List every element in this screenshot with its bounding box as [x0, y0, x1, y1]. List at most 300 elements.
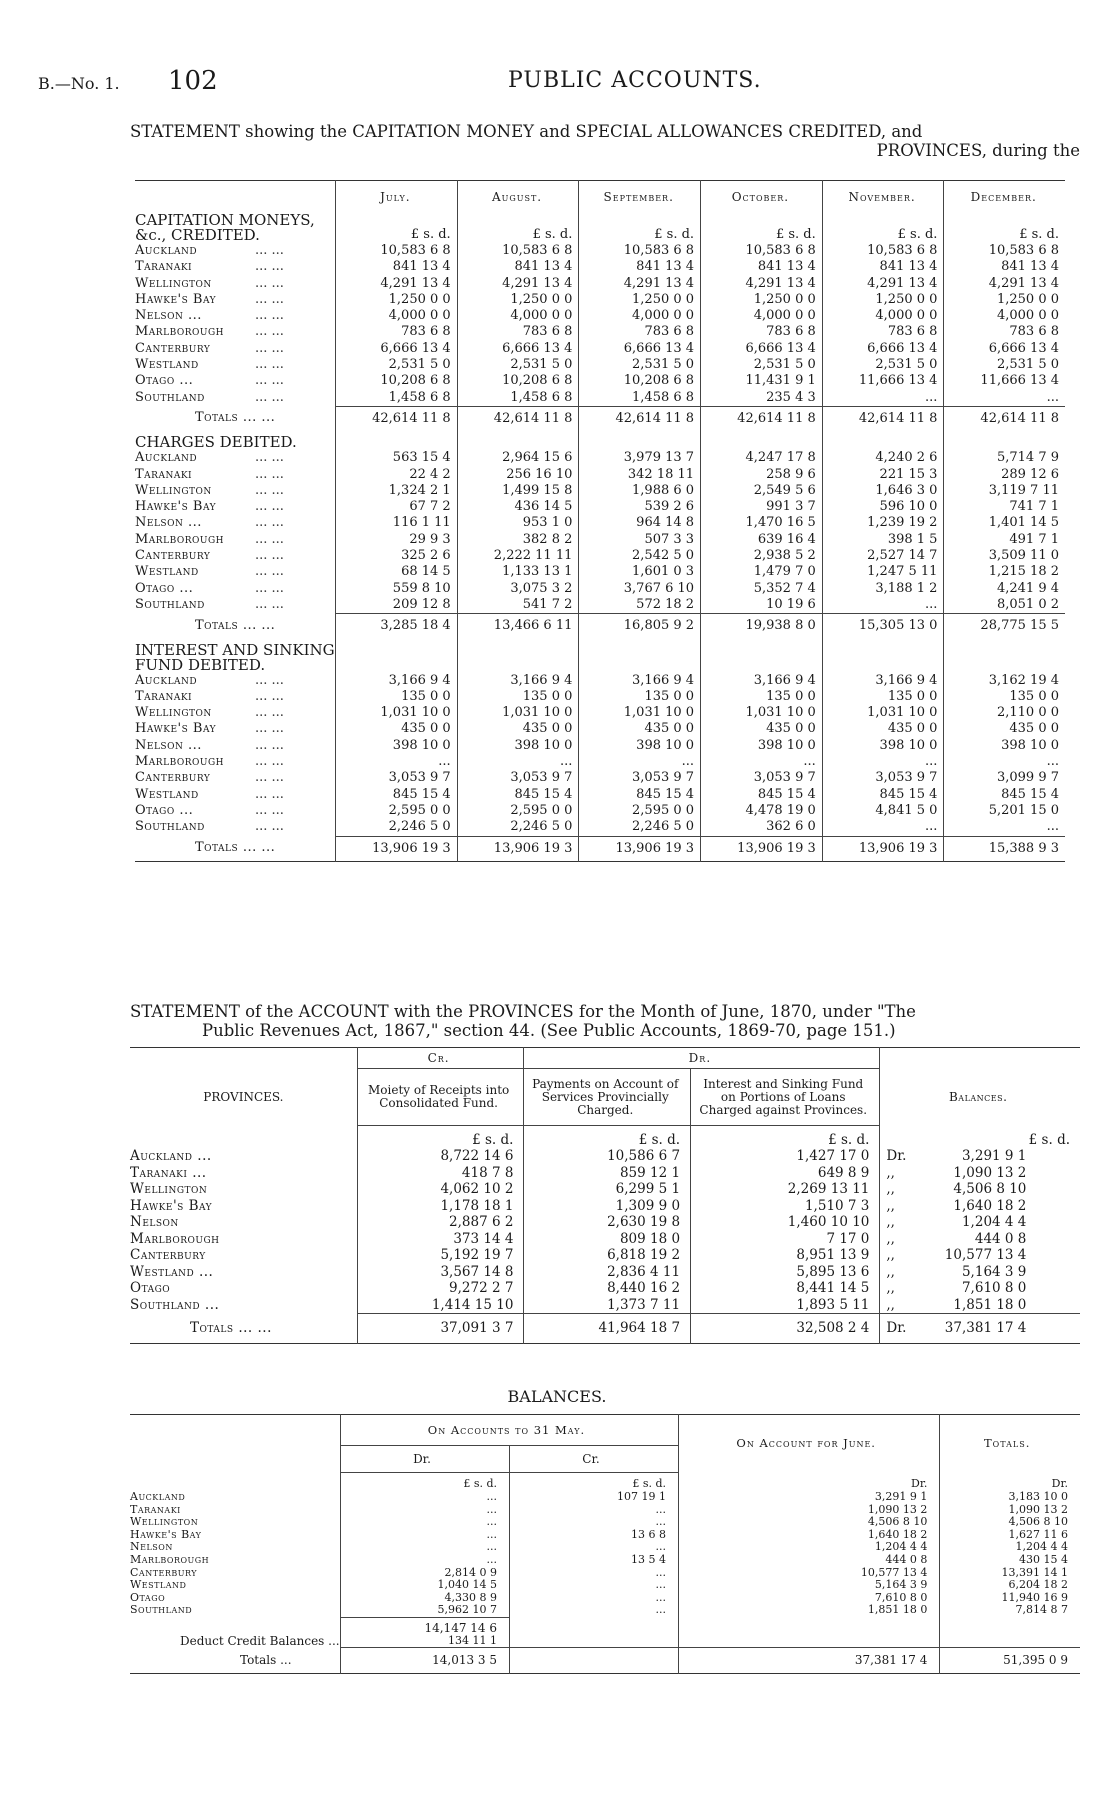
table-row	[135, 515, 1065, 531]
page-title: PUBLIC ACCOUNTS.	[508, 68, 762, 93]
amount-cell: 6,818 19 2	[524, 1247, 691, 1264]
amount-cell: 1,204 4 4	[679, 1541, 940, 1554]
table-row	[135, 357, 1065, 373]
table-row	[135, 341, 1065, 357]
amount-cell: 382 8 2	[457, 532, 579, 548]
units-row	[135, 213, 1065, 243]
amount-cell: 1,458 6 8	[579, 390, 701, 407]
leader-dots: ... ...	[255, 450, 284, 466]
amount-cell: 10,583 6 8	[457, 243, 579, 259]
spacer-cell	[944, 431, 1065, 450]
amount-cell: 783 6 8	[579, 324, 701, 340]
province-cell	[135, 324, 336, 340]
table-row	[130, 1491, 1080, 1504]
amount-cell: ...	[822, 597, 944, 614]
amount-cell: 2,595 0 0	[457, 803, 579, 819]
leader-dots: ... ...	[255, 737, 284, 753]
amount-cell: 430 15 4	[940, 1554, 1080, 1567]
total-cell: 13,906 19 3	[822, 836, 944, 861]
table-row	[135, 373, 1065, 389]
province-cell	[135, 373, 336, 389]
amount-cell: 435 0 0	[701, 721, 823, 737]
amount-cell: 7,814 8 7	[940, 1604, 1080, 1617]
amount-cell: 256 16 10	[457, 467, 579, 483]
province-name: Otago	[130, 1590, 166, 1604]
amount-cell: 342 18 11	[579, 467, 701, 483]
province-name: Otago ...	[135, 580, 194, 596]
amount-cell: 5,895 13 6	[691, 1264, 880, 1281]
total-cell: 15,305 13 0	[822, 614, 944, 639]
leader-dots: ... ...	[255, 531, 284, 547]
province-name: Nelson	[130, 1540, 173, 1554]
leader-dots: ... ...	[255, 580, 284, 596]
amount-cell: 1,031 10 0	[336, 705, 458, 721]
leader-dots: ... ...	[255, 259, 284, 275]
balance-amount: 1,204 4 4	[961, 1214, 1027, 1230]
province-name: Southland	[135, 596, 205, 612]
province-cell	[135, 738, 336, 754]
table-row	[130, 1504, 1080, 1517]
province-name: Auckland	[135, 672, 198, 688]
balance-cell	[880, 1297, 1080, 1314]
spacer-cell	[130, 1446, 341, 1473]
amount-cell: 3,075 3 2	[457, 581, 579, 597]
amount-cell: 491 7 1	[944, 532, 1065, 548]
total-cell: 13,906 19 3	[579, 836, 701, 861]
total-cell: 42,614 11 8	[457, 406, 579, 431]
total-cell: 3,285 18 4	[336, 614, 458, 639]
amount-cell: 3,166 9 4	[336, 673, 458, 689]
amount-cell: 1,031 10 0	[579, 705, 701, 721]
amount-cell: 8,051 0 2	[944, 597, 1065, 614]
amount-cell: 209 12 8	[336, 597, 458, 614]
total-cell: 37,091 3 7	[357, 1314, 524, 1344]
amount-cell: 3,183 10 0	[940, 1491, 1080, 1504]
amount-cell: 3,099 9 7	[944, 770, 1065, 786]
amount-cell: 809 18 0	[524, 1231, 691, 1248]
province-name: Auckland	[130, 1490, 186, 1503]
amount-cell: 11,666 13 4	[944, 373, 1065, 389]
amount-cell: 2,222 11 11	[457, 548, 579, 564]
province-cell	[135, 689, 336, 705]
leader-dots: ... ...	[255, 819, 284, 835]
amount-cell: 3,291 9 1	[679, 1491, 940, 1504]
total-cell: 42,614 11 8	[701, 406, 823, 431]
amount-cell: 1,851 18 0	[679, 1604, 940, 1617]
amount-cell: 841 13 4	[944, 259, 1065, 275]
balance-amount: 1,640 18 2	[953, 1197, 1027, 1214]
table-row	[135, 689, 1065, 705]
totals-label: Totals ... ...	[195, 410, 276, 426]
balance-amount: 4,506 8 10	[953, 1181, 1027, 1197]
table-row	[130, 1264, 1080, 1281]
amount-cell: 1,373 7 11	[524, 1297, 691, 1314]
amount-cell: 116 1 11	[336, 515, 458, 531]
table-row	[130, 1148, 1080, 1165]
total-cell: 15,388 9 3	[944, 836, 1065, 861]
month-header: October.	[701, 181, 823, 214]
amount-cell: 325 2 6	[336, 548, 458, 564]
amount-cell: 8,440 16 2	[524, 1280, 691, 1297]
province-name: Taranaki	[135, 466, 193, 482]
amount-cell: 2,269 13 11	[691, 1181, 880, 1198]
table-row	[135, 597, 1065, 614]
amount-cell: 4,291 13 4	[336, 276, 458, 292]
units-label: £ s. d.	[701, 213, 823, 243]
amount-cell: 107 19 1	[510, 1491, 679, 1504]
balance-side: ,,	[886, 1230, 895, 1247]
amount-cell: ...	[341, 1491, 510, 1504]
statement-title-2	[130, 1002, 1080, 1040]
amount-cell: 1,510 7 3	[691, 1198, 880, 1215]
amount-cell: 435 0 0	[457, 721, 579, 737]
amount-cell: 1,427 17 0	[691, 1148, 880, 1165]
spacer-cell	[822, 639, 944, 673]
province-cell	[135, 581, 336, 597]
balance-total-cell	[880, 1314, 1080, 1344]
amount-cell: 4,062 10 2	[357, 1181, 524, 1198]
province-name: Westland ...	[130, 1263, 214, 1280]
amount-cell: 418 7 8	[357, 1165, 524, 1182]
amount-cell: 11,940 16 9	[940, 1592, 1080, 1605]
balance-amount: 1,090 13 2	[953, 1164, 1027, 1181]
amount-cell: 1,250 0 0	[336, 292, 458, 308]
balance-side: ,,	[886, 1214, 895, 1230]
leader-dots: ... ...	[255, 291, 284, 307]
amount-cell: 1,893 5 11	[691, 1297, 880, 1314]
amount-cell: 6,666 13 4	[579, 341, 701, 357]
table-row	[135, 673, 1065, 689]
province-cell	[135, 705, 336, 721]
province-name: Marlborough	[135, 754, 225, 770]
balance-side: ,,	[886, 1197, 895, 1214]
amount-cell: 398 10 0	[822, 738, 944, 754]
amount-cell: 2,246 5 0	[579, 819, 701, 836]
payments-header: Payments on Account of Services Provincially Charged.	[524, 1069, 691, 1126]
amount-cell: 845 15 4	[701, 787, 823, 803]
amount-cell: 2,542 5 0	[579, 548, 701, 564]
leader-dots: ... ...	[255, 466, 284, 482]
group-header-row	[130, 1048, 1080, 1069]
total-cell: 14,013 3 5	[341, 1648, 510, 1674]
subtotal-cell: 14,147 14 6	[341, 1617, 510, 1634]
amount-cell: 4,478 19 0	[701, 803, 823, 819]
amount-cell: 783 6 8	[822, 324, 944, 340]
amount-cell: 507 3 3	[579, 532, 701, 548]
balance-amount: 1,851 18 0	[953, 1296, 1027, 1313]
leader-dots: ... ...	[255, 705, 284, 721]
province-name: Nelson ...	[135, 737, 202, 753]
amount-cell: 2,531 5 0	[336, 357, 458, 373]
table-row	[135, 564, 1065, 580]
amount-cell: 3,053 9 7	[579, 770, 701, 786]
month-header: September.	[579, 181, 701, 214]
amount-cell: ...	[341, 1541, 510, 1554]
amount-cell: 964 14 8	[579, 515, 701, 531]
amount-cell: 953 1 0	[457, 515, 579, 531]
balance-side: ,,	[886, 1296, 895, 1313]
amount-cell: 1,090 13 2	[940, 1504, 1080, 1517]
amount-cell: 2,531 5 0	[457, 357, 579, 373]
table-row	[135, 450, 1065, 466]
province-cell	[135, 308, 336, 324]
spacer-cell	[457, 431, 579, 450]
amount-cell: 3,979 13 7	[579, 450, 701, 466]
amount-cell: ...	[341, 1554, 510, 1567]
amount-cell: 5,192 19 7	[357, 1247, 524, 1264]
caption-spacer	[135, 181, 336, 214]
spacer-cell	[679, 1635, 940, 1648]
province-name: Otago	[130, 1280, 171, 1296]
units-label: Dr.	[940, 1473, 1080, 1492]
spacer-cell	[579, 639, 701, 673]
amount-cell: 1,479 7 0	[701, 564, 823, 580]
group-header-june: On Account for June.	[679, 1415, 940, 1473]
total-cell: 42,614 11 8	[944, 406, 1065, 431]
month-header: August.	[457, 181, 579, 214]
amount-cell: 10,208 6 8	[579, 373, 701, 389]
amount-cell: ...	[510, 1567, 679, 1580]
amount-cell: 4,841 5 0	[822, 803, 944, 819]
amount-cell: 6,299 5 1	[524, 1181, 691, 1198]
units-label: £ s. d.	[880, 1126, 1080, 1149]
province-cell	[135, 276, 336, 292]
leader-dots: ... ...	[255, 499, 284, 515]
amount-cell: 398 10 0	[336, 738, 458, 754]
units-label: Dr.	[679, 1473, 940, 1492]
table-row	[130, 1181, 1080, 1198]
table-row	[135, 721, 1065, 737]
table-row	[135, 276, 1065, 292]
units-label: £ s. d.	[336, 213, 458, 243]
units-label: £ s. d.	[341, 1473, 510, 1492]
province-name: Marlborough	[135, 324, 225, 340]
deduct-cell: 134 11 1	[341, 1635, 510, 1648]
amount-cell: 8,722 14 6	[357, 1148, 524, 1165]
amount-cell: 5,352 7 4	[701, 581, 823, 597]
province-name: Southland	[135, 389, 205, 405]
table-row	[130, 1579, 1080, 1592]
amount-cell: 841 13 4	[457, 259, 579, 275]
group-header-row	[130, 1415, 1080, 1446]
amount-cell: 10,583 6 8	[336, 243, 458, 259]
totals-label: Totals ... ...	[190, 1319, 272, 1336]
province-cell	[135, 357, 336, 373]
amount-cell: 7,610 8 0	[679, 1592, 940, 1605]
province-cell	[135, 450, 336, 466]
total-cell: 42,614 11 8	[822, 406, 944, 431]
amount-cell: 1,031 10 0	[457, 705, 579, 721]
amount-cell: ...	[510, 1592, 679, 1605]
units-label: £ s. d.	[944, 213, 1065, 243]
amount-cell: 2,595 0 0	[336, 803, 458, 819]
amount-cell: 135 0 0	[944, 689, 1065, 705]
leader-dots: ... ...	[255, 373, 284, 389]
amount-cell: 1,250 0 0	[822, 292, 944, 308]
statement-title-1	[130, 122, 1080, 160]
amount-cell: 1,133 13 1	[457, 564, 579, 580]
table-row	[130, 1231, 1080, 1248]
leader-dots: ... ...	[255, 243, 284, 258]
amount-cell: 4,291 13 4	[579, 276, 701, 292]
statement-title-1-line2: PROVINCES, during the	[876, 141, 1080, 160]
table-row	[135, 259, 1065, 275]
province-name: Auckland	[135, 243, 198, 258]
province-cell	[135, 673, 336, 689]
province-name: Taranaki ...	[130, 1164, 207, 1181]
amount-cell: 22 4 2	[336, 467, 458, 483]
province-name: Nelson ...	[135, 515, 202, 531]
amount-cell: 1,470 16 5	[701, 515, 823, 531]
spacer-cell	[940, 1617, 1080, 1634]
province-cell	[135, 390, 336, 407]
province-cell	[135, 532, 336, 548]
amount-cell: 1,458 6 8	[336, 390, 458, 407]
amount-cell: ...	[510, 1504, 679, 1517]
amount-cell: 6,666 13 4	[457, 341, 579, 357]
amount-cell: 1,250 0 0	[457, 292, 579, 308]
amount-cell: 4,330 8 9	[341, 1592, 510, 1605]
amount-cell: 67 7 2	[336, 499, 458, 515]
province-name: Marlborough	[130, 1552, 210, 1566]
province-name: Southland	[130, 1603, 193, 1617]
leader-dots: ... ...	[255, 754, 284, 770]
totals-row	[130, 1648, 1080, 1674]
province-cell	[135, 819, 336, 836]
province-name: Southland ...	[130, 1296, 220, 1313]
units-label: £ s. d.	[822, 213, 944, 243]
spacer-cell	[510, 1635, 679, 1648]
amount-cell: 6,666 13 4	[822, 341, 944, 357]
leader-dots: ... ...	[255, 548, 284, 564]
table-row	[135, 770, 1065, 786]
leader-dots: ... ...	[255, 340, 284, 356]
amount-cell: 362 6 0	[701, 819, 823, 836]
province-name: Westland	[130, 1578, 187, 1592]
amount-cell: 639 16 4	[701, 532, 823, 548]
total-cell: 41,964 18 7	[524, 1314, 691, 1344]
province-name: Wellington	[135, 275, 212, 291]
amount-cell: 135 0 0	[579, 689, 701, 705]
table-row	[130, 1592, 1080, 1605]
amount-cell: 783 6 8	[944, 324, 1065, 340]
units-row	[130, 1126, 1080, 1149]
amount-cell: 10,208 6 8	[457, 373, 579, 389]
table-row	[130, 1541, 1080, 1554]
amount-cell: 13 6 8	[510, 1529, 679, 1542]
amount-cell: 563 15 4	[336, 450, 458, 466]
amount-cell: 2,836 4 11	[524, 1264, 691, 1281]
amount-cell: 4,000 0 0	[457, 308, 579, 324]
totals-label: Totals ... ...	[195, 840, 276, 855]
amount-cell: 1,090 13 2	[679, 1504, 940, 1517]
total-cell: 32,508 2 4	[691, 1314, 880, 1344]
amount-cell: ...	[822, 390, 944, 407]
spacer-cell	[457, 639, 579, 673]
subtotal-row	[130, 1617, 1080, 1634]
balance-cell	[880, 1181, 1080, 1198]
amount-cell: 3,166 9 4	[822, 673, 944, 689]
leader-dots: ... ...	[255, 564, 284, 580]
amount-cell: 4,000 0 0	[579, 308, 701, 324]
column-header-row	[130, 1069, 1080, 1126]
amount-cell: 436 14 5	[457, 499, 579, 515]
table-row	[130, 1198, 1080, 1215]
amount-cell: 10,577 13 4	[679, 1567, 940, 1580]
amount-cell: 783 6 8	[457, 324, 579, 340]
spacer-cell	[701, 639, 823, 673]
amount-cell: 221 15 3	[822, 467, 944, 483]
amount-cell: 398 10 0	[457, 738, 579, 754]
province-cell	[135, 770, 336, 786]
amount-cell: 398 10 0	[944, 738, 1065, 754]
balance-side: ,,	[886, 1164, 895, 1181]
amount-cell: 4,000 0 0	[944, 308, 1065, 324]
spacer-cell	[579, 431, 701, 450]
table-row	[130, 1165, 1080, 1182]
province-cell	[135, 483, 336, 499]
section-caption: CHARGES DEBITED.	[135, 433, 297, 452]
balance-side: Dr.	[886, 1320, 907, 1336]
amount-cell: 1,250 0 0	[701, 292, 823, 308]
amount-cell: ...	[510, 1516, 679, 1529]
amount-cell: 1,204 4 4	[940, 1541, 1080, 1554]
table-row	[135, 499, 1065, 515]
amount-cell: 1,250 0 0	[944, 292, 1065, 308]
amount-cell: 2,814 0 9	[341, 1567, 510, 1580]
deduct-label: Deduct Credit Balances ...	[180, 1633, 340, 1648]
amount-cell: 4,240 2 6	[822, 450, 944, 466]
table-row	[135, 467, 1065, 483]
table-row	[130, 1247, 1080, 1264]
province-name: Westland	[135, 357, 199, 373]
totals-row	[135, 614, 1065, 639]
amount-cell: 3,053 9 7	[457, 770, 579, 786]
amount-cell: ...	[944, 819, 1065, 836]
balance-amount: 444 0 8	[974, 1230, 1027, 1247]
amount-cell: 10,586 6 7	[524, 1148, 691, 1165]
leader-dots: ... ...	[255, 308, 284, 324]
totals-row	[135, 836, 1065, 861]
balance-cell	[880, 1264, 1080, 1281]
table-row	[130, 1554, 1080, 1567]
page-number: 102	[168, 66, 218, 96]
amount-cell: 3,188 1 2	[822, 581, 944, 597]
amount-cell: ...	[341, 1516, 510, 1529]
amount-cell: 10,583 6 8	[701, 243, 823, 259]
amount-cell: ...	[341, 1504, 510, 1517]
leader-dots: ... ...	[255, 596, 284, 612]
total-cell: 28,775 15 5	[944, 614, 1065, 639]
amount-cell: 2,531 5 0	[579, 357, 701, 373]
leader-dots: ... ...	[255, 482, 284, 498]
amount-cell: 2,630 19 8	[524, 1214, 691, 1231]
amount-cell: 373 14 4	[357, 1231, 524, 1248]
month-header: July.	[336, 181, 458, 214]
amount-cell: 2,246 5 0	[457, 819, 579, 836]
balance-amount: 10,577 13 4	[944, 1247, 1027, 1263]
spacer-cell	[679, 1617, 940, 1634]
table-row	[130, 1214, 1080, 1231]
amount-cell: 5,201 15 0	[944, 803, 1065, 819]
province-account-table	[130, 1047, 1080, 1344]
province-name: Canterbury	[130, 1247, 206, 1263]
amount-cell: 1,031 10 0	[822, 705, 944, 721]
amount-cell: 2,531 5 0	[944, 357, 1065, 373]
amount-cell: 572 18 2	[579, 597, 701, 614]
provinces-header: PROVINCES.	[203, 1089, 284, 1104]
total-cell: 19,938 8 0	[701, 614, 823, 639]
